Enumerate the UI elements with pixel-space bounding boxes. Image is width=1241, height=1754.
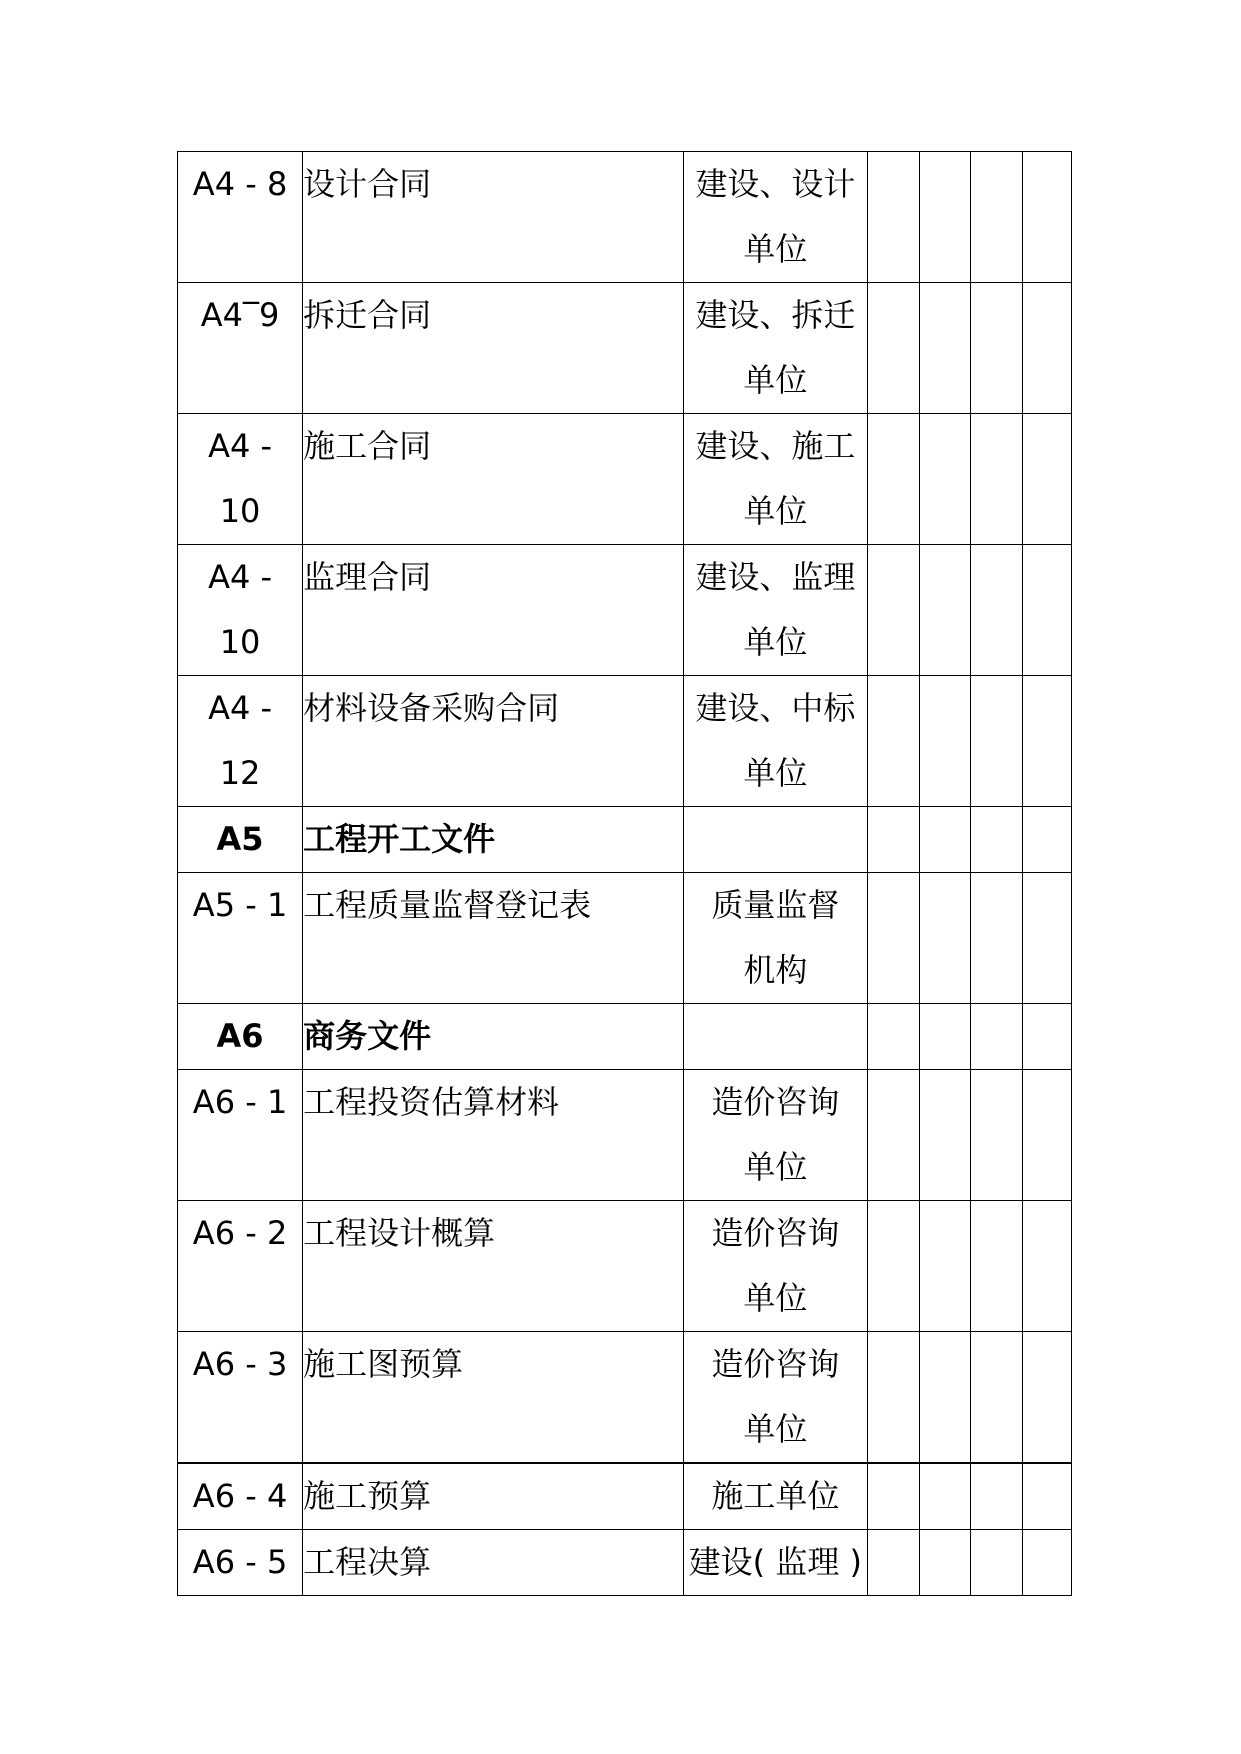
table-row — [178, 676, 1072, 807]
unit-line: 单位 — [743, 1148, 808, 1186]
unit-cell — [683, 676, 868, 807]
unit-line: 造价咨询 — [711, 1083, 840, 1121]
table-row — [178, 545, 1072, 676]
unit-line: 建设、设计 — [695, 165, 856, 203]
section-code: A5 — [178, 807, 303, 873]
section-row — [178, 807, 1072, 873]
unit-line: 单位 — [743, 1410, 808, 1448]
code-cell: A6 - 1 — [178, 1070, 303, 1201]
unit-cell — [683, 283, 868, 414]
name-cell: 材料设备采购合同 — [303, 676, 683, 807]
blank-cell — [971, 873, 1022, 1004]
blank-cell — [1022, 873, 1072, 1004]
document-table — [177, 151, 1072, 1596]
unit-cell — [683, 873, 868, 1004]
name-cell: 施工预算 — [303, 1463, 683, 1530]
code-cell: A4 - 8 — [178, 152, 303, 283]
table-row — [178, 1201, 1072, 1332]
blank-cell — [971, 545, 1022, 676]
name-cell: 监理合同 — [303, 545, 683, 676]
section-row — [178, 1004, 1072, 1070]
code-line: A4 - — [208, 427, 273, 465]
blank-cell — [1022, 1070, 1072, 1201]
blank-cell — [868, 1530, 919, 1596]
blank-cell — [868, 1201, 919, 1332]
name-cell: 工程设计概算 — [303, 1201, 683, 1332]
blank-cell — [1022, 152, 1072, 283]
blank-cell — [868, 676, 919, 807]
blank-cell — [1022, 807, 1072, 873]
code-cell — [178, 545, 303, 676]
section-title: 商务文件 — [303, 1004, 683, 1070]
table-row — [178, 414, 1072, 545]
blank-cell — [868, 1004, 919, 1070]
unit-line: 单位 — [743, 754, 808, 792]
blank-cell — [919, 545, 970, 676]
blank-cell — [868, 1463, 919, 1530]
unit-line: 造价咨询 — [711, 1214, 840, 1252]
code-line: 10 — [219, 623, 261, 661]
blank-cell — [919, 1070, 970, 1201]
blank-cell — [1022, 545, 1072, 676]
blank-cell — [919, 1463, 970, 1530]
blank-cell — [919, 676, 970, 807]
blank-cell — [971, 807, 1022, 873]
blank-cell — [971, 283, 1022, 414]
name-cell: 工程决算 — [303, 1530, 683, 1596]
unit-line: 建设、中标 — [695, 689, 856, 727]
unit-line: 单位 — [743, 230, 808, 268]
blank-cell — [971, 1530, 1022, 1596]
unit-cell — [683, 1070, 868, 1201]
blank-cell — [1022, 1004, 1072, 1070]
blank-cell — [919, 1004, 970, 1070]
name-cell: 工程投资估算材料 — [303, 1070, 683, 1201]
unit-cell: 建设( 监理 ) — [683, 1530, 868, 1596]
unit-line: 造价咨询 — [711, 1345, 840, 1383]
unit-line: 单位 — [743, 361, 808, 399]
blank-cell — [868, 1332, 919, 1464]
blank-cell — [919, 152, 970, 283]
blank-cell — [868, 414, 919, 545]
code-cell: A6 - 4 — [178, 1463, 303, 1530]
blank-cell — [1022, 676, 1072, 807]
name-cell: 设计合同 — [303, 152, 683, 283]
unit-cell — [683, 1332, 868, 1464]
code-cell: A4‾9 — [178, 283, 303, 414]
blank-cell — [971, 1463, 1022, 1530]
blank-cell — [683, 1004, 868, 1070]
table-row — [178, 1332, 1072, 1464]
blank-cell — [971, 1004, 1022, 1070]
blank-cell — [971, 1201, 1022, 1332]
table-row — [178, 152, 1072, 283]
table-row — [178, 1530, 1072, 1596]
code-cell — [178, 676, 303, 807]
name-cell: 工程质量监督登记表 — [303, 873, 683, 1004]
code-line: 10 — [219, 492, 261, 530]
blank-cell — [919, 1201, 970, 1332]
unit-cell — [683, 414, 868, 545]
blank-cell — [1022, 1332, 1072, 1464]
blank-cell — [919, 414, 970, 545]
name-cell: 拆迁合同 — [303, 283, 683, 414]
unit-line: 质量监督 — [711, 886, 840, 924]
name-cell: 施工合同 — [303, 414, 683, 545]
table-row — [178, 1463, 1072, 1530]
blank-cell — [868, 545, 919, 676]
code-cell — [178, 414, 303, 545]
blank-cell — [683, 807, 868, 873]
unit-line: 机构 — [743, 951, 808, 989]
section-code: A6 — [178, 1004, 303, 1070]
blank-cell — [868, 283, 919, 414]
name-cell: 施工图预算 — [303, 1332, 683, 1464]
table-row — [178, 1070, 1072, 1201]
unit-line: 单位 — [743, 1279, 808, 1317]
blank-cell — [971, 1332, 1022, 1464]
blank-cell — [971, 676, 1022, 807]
blank-cell — [1022, 1463, 1072, 1530]
blank-cell — [971, 1070, 1022, 1201]
section-title: 工程开工文件 — [303, 807, 683, 873]
code-cell: A5 - 1 — [178, 873, 303, 1004]
unit-line: 单位 — [743, 623, 808, 661]
blank-cell — [919, 283, 970, 414]
code-cell: A6 - 3 — [178, 1332, 303, 1464]
code-line: 12 — [219, 754, 261, 792]
unit-cell: 施工单位 — [683, 1463, 868, 1530]
code-cell: A6 - 2 — [178, 1201, 303, 1332]
code-line: A4 - — [208, 558, 273, 596]
unit-line: 单位 — [743, 492, 808, 530]
blank-cell — [868, 807, 919, 873]
unit-cell — [683, 545, 868, 676]
blank-cell — [868, 152, 919, 283]
blank-cell — [919, 873, 970, 1004]
table-row — [178, 283, 1072, 414]
blank-cell — [971, 152, 1022, 283]
unit-cell — [683, 1201, 868, 1332]
blank-cell — [919, 807, 970, 873]
unit-line: 建设、监理 — [695, 558, 856, 596]
blank-cell — [971, 414, 1022, 545]
blank-cell — [868, 1070, 919, 1201]
blank-cell — [1022, 283, 1072, 414]
blank-cell — [919, 1332, 970, 1464]
blank-cell — [868, 873, 919, 1004]
unit-cell — [683, 152, 868, 283]
unit-line: 建设、拆迁 — [695, 296, 856, 334]
table-row — [178, 873, 1072, 1004]
blank-cell — [1022, 1201, 1072, 1332]
blank-cell — [1022, 1530, 1072, 1596]
blank-cell — [1022, 414, 1072, 545]
code-line: A4 - — [208, 689, 273, 727]
code-cell: A6 - 5 — [178, 1530, 303, 1596]
unit-line: 建设、施工 — [695, 427, 856, 465]
blank-cell — [919, 1530, 970, 1596]
